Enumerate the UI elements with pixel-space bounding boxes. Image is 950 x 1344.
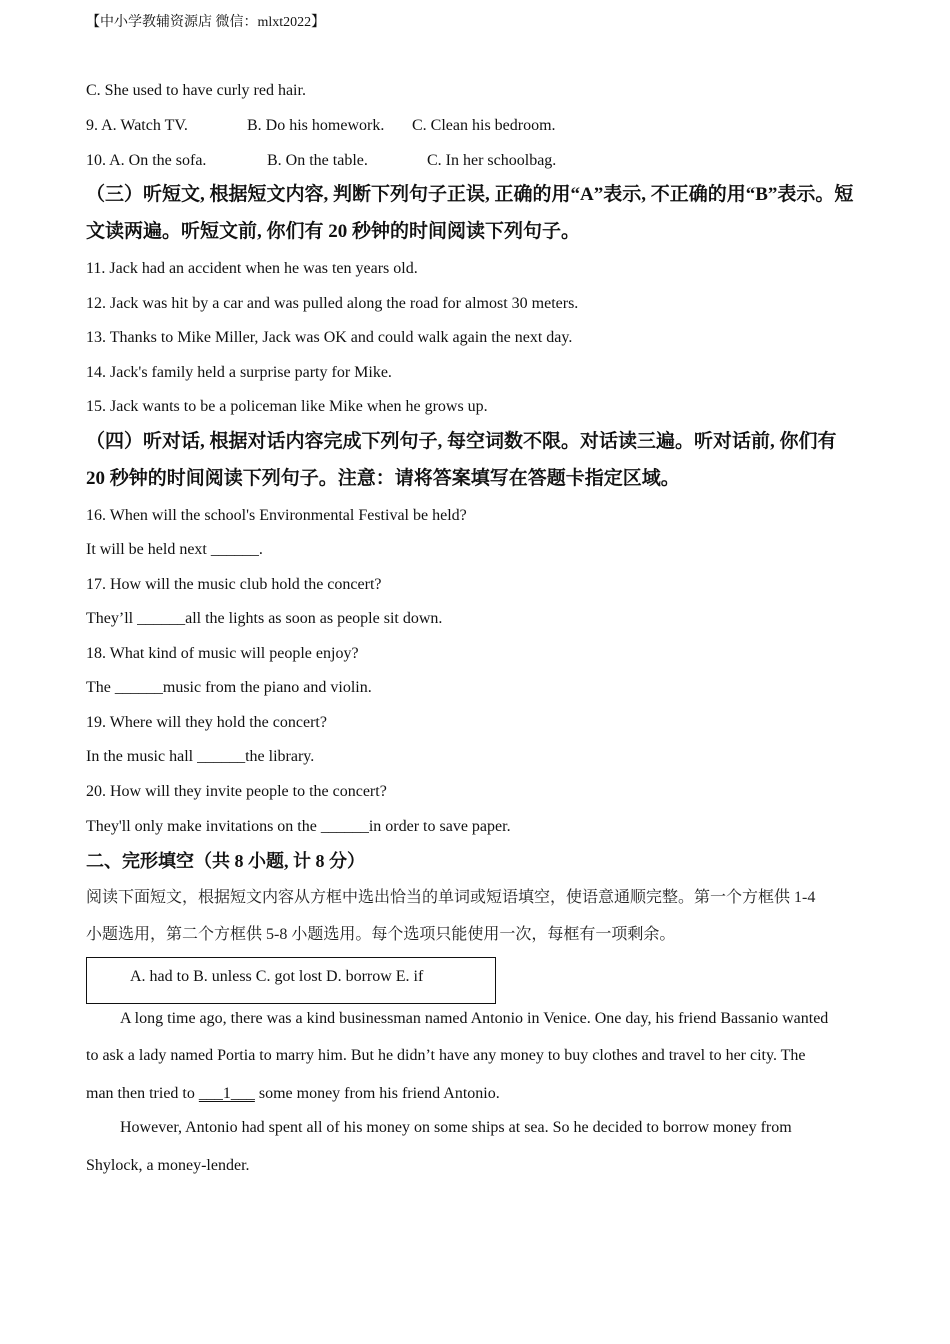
question-12: 12. Jack was hit by a car and was pulled along the road for almost 30 meters. bbox=[86, 295, 579, 312]
passage-text: man then tried to bbox=[86, 1085, 199, 1102]
part-2-instruction-line1: 阅读下面短文，根据短文内容从方框中选出恰当的单词或短语填空，使语意通顺完整。第一个方框供 1-4 bbox=[86, 889, 816, 906]
question-11: 11. Jack had an accident when he was ten years old. bbox=[86, 260, 418, 277]
section-4-heading-line2: 20 秒钟的时间阅读下列句子。注意：请将答案填写在答题卡指定区域。 bbox=[86, 468, 680, 489]
answer-17: They’ll ______all the lights as soon as people sit down. bbox=[86, 610, 443, 627]
q9-option-c: C. Clean his bedroom. bbox=[412, 117, 556, 134]
q10-option-a: 10. A. On the sofa. bbox=[86, 152, 207, 169]
q9-option-a: 9. A. Watch TV. bbox=[86, 117, 188, 134]
part-2-heading: 二、完形填空（共 8 小题, 计 8 分） bbox=[86, 851, 365, 871]
word-bank-options: A. had to B. unless C. got lost D. borrow E. if bbox=[130, 968, 424, 985]
blank-1: ___1___ bbox=[198, 1085, 255, 1102]
q10-option-c: C. In her schoolbag. bbox=[427, 152, 557, 169]
question-15: 15. Jack wants to be a policeman like Mike when he grows up. bbox=[86, 398, 488, 415]
part-2-instruction-line2: 小题选用，第二个方框供 5-8 小题选用。每个选项只能使用一次，每框有一项剩余。 bbox=[86, 926, 676, 943]
q9-option-b: B. Do his homework. bbox=[247, 117, 385, 134]
passage-p1-line3 bbox=[86, 1084, 500, 1104]
section-3-heading-line1: （三）听短文, 根据短文内容, 判断下列句子正误, 正确的用“A”表示, 不正确的用“B”表示。短 bbox=[86, 184, 854, 205]
passage-p2-line2: Shylock, a money-lender. bbox=[86, 1157, 250, 1174]
question-16: 16. When will the school's Environmental Festival be held? bbox=[86, 507, 467, 524]
answer-19: In the music hall ______the library. bbox=[86, 748, 315, 765]
question-17: 17. How will the music club hold the concert? bbox=[86, 576, 382, 593]
passage-p2-line1: However, Antonio had spent all of his money on some ships at sea. So he decided to borrow money from bbox=[120, 1119, 792, 1136]
question-10 bbox=[86, 151, 586, 171]
section-3-heading-line2: 文读两遍。听短文前, 你们有 20 秒钟的时间阅读下列句子。 bbox=[86, 221, 581, 242]
question-20: 20. How will they invite people to the concert? bbox=[86, 783, 387, 800]
question-18: 18. What kind of music will people enjoy? bbox=[86, 645, 359, 662]
answer-16: It will be held next ______. bbox=[86, 541, 263, 558]
q8-option-c: C. She used to have curly red hair. bbox=[86, 82, 306, 99]
answer-18: The ______music from the piano and violin. bbox=[86, 679, 372, 696]
question-9 bbox=[86, 116, 586, 136]
q10-option-b: B. On the table. bbox=[267, 152, 368, 169]
passage-p1-line1: A long time ago, there was a kind businessman named Antonio in Venice. One day, his friend Bassanio wanted bbox=[120, 1010, 829, 1027]
passage-p1-line2: to ask a lady named Portia to marry him. But he didn’t have any money to buy clothes and travel to her city. The bbox=[86, 1047, 806, 1064]
answer-20: They'll only make invitations on the ______in order to save paper. bbox=[86, 818, 511, 835]
question-19: 19. Where will they hold the concert? bbox=[86, 714, 327, 731]
page-header: 【中小学教辅资源店 微信：mlxt2022】 bbox=[86, 15, 326, 30]
question-13: 13. Thanks to Mike Miller, Jack was OK and could walk again the next day. bbox=[86, 329, 573, 346]
question-14: 14. Jack's family held a surprise party for Mike. bbox=[86, 364, 392, 381]
passage-text: some money from his friend Antonio. bbox=[254, 1085, 500, 1102]
word-bank-box bbox=[86, 957, 496, 1004]
section-4-heading-line1: （四）听对话, 根据对话内容完成下列句子, 每空词数不限。对话读三遍。听对话前, 你们有 bbox=[86, 431, 837, 452]
